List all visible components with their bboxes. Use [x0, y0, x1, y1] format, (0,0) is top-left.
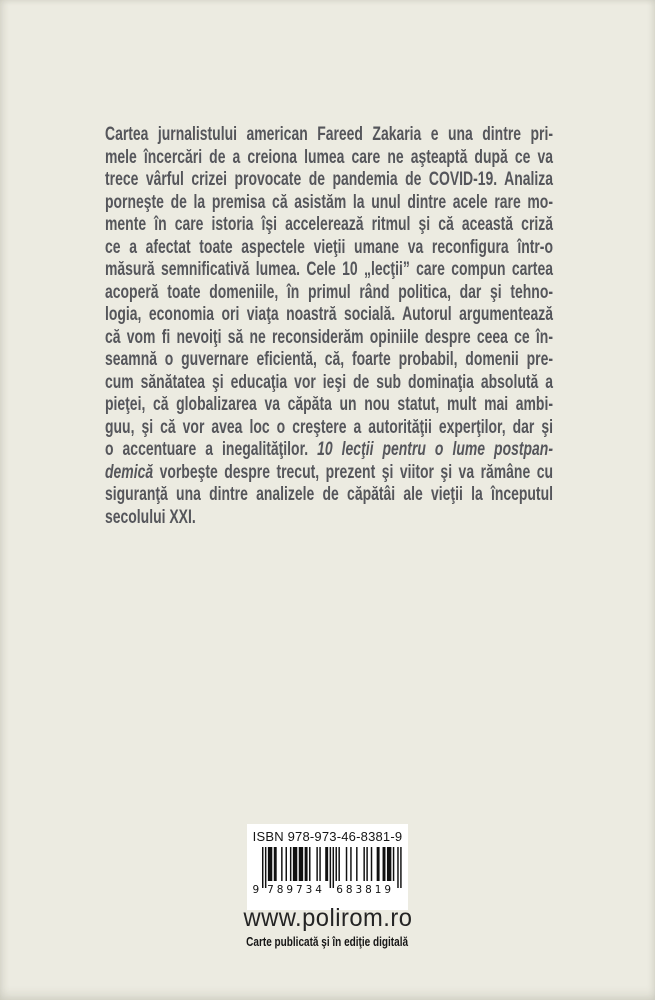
book-blurb — [105, 124, 553, 529]
blurb-text-segment: o accentuare a inegalităţilor. — [105, 439, 318, 460]
publisher-website-text: www.polirom.ro — [243, 904, 412, 932]
blurb-line — [105, 349, 553, 372]
barcode-digits: 9 — [252, 884, 260, 896]
blurb-text-segment: acoperă toate domeniile, în primul rând politica, dar şi tehno- — [105, 281, 553, 303]
blurb-line — [105, 484, 553, 507]
barcode-image — [252, 847, 403, 897]
isbn-label: ISBN 978-973-46-8381-9 — [252, 829, 403, 844]
blurb-text-segment: porneşte de la premisa că asistăm la unul dintre acele rare mo- — [105, 191, 553, 213]
blurb-line — [105, 462, 553, 485]
edition-note — [0, 933, 655, 951]
barcode-digits: 789734 — [267, 884, 322, 896]
blurb-text-segment: mente în care istoria îşi accelerează ritmul şi că această criză — [105, 214, 553, 235]
blurb-line — [105, 327, 553, 350]
blurb-book-title: 10 lecţii pentru o lume postpan- — [317, 439, 553, 460]
edition-note-text: Carte publicată şi în ediţie digitală — [246, 934, 409, 949]
blurb-line — [105, 169, 553, 192]
blurb-line — [105, 237, 553, 260]
blurb-text-segment: siguranţă una dintre analizele de căpătâi ale vieţii la începutul — [105, 484, 553, 505]
barcode-digits: 683819 — [336, 884, 392, 896]
blurb-text-segment: seamnă o guvernare eficientă, că, foarte probabil, domenii pre- — [105, 349, 553, 370]
blurb-text-segment: vorbeşte despre trecut, prezent şi viitor şi va rămâne cu — [153, 461, 553, 483]
blurb-line — [105, 372, 553, 395]
blurb-text-segment: secolului XXI. — [105, 506, 196, 528]
blurb-line — [105, 394, 553, 417]
blurb-line — [105, 507, 553, 530]
blurb-text-segment: guu, şi că vor avea loc o creştere a autorităţii experţilor, dar şi — [105, 416, 553, 438]
blurb-text-segment: trece vârful crizei provocate de pandemia de COVID-19. Analiza — [105, 169, 553, 190]
blurb-line — [105, 304, 553, 327]
publisher-website — [0, 904, 655, 933]
blurb-book-title: demică — [105, 461, 154, 483]
blurb-line — [105, 439, 553, 462]
blurb-line — [105, 124, 553, 147]
blurb-text-segment: măsură semnificativă lumea. Cele 10 „lecţii” care compun cartea — [105, 259, 553, 280]
blurb-line — [105, 282, 553, 305]
blurb-text-segment: cum sănătatea şi educaţia vor ieşi de sub dominaţia absolută a — [105, 371, 553, 393]
blurb-line — [105, 147, 553, 170]
blurb-line — [105, 192, 553, 215]
blurb-line — [105, 214, 553, 237]
blurb-line — [105, 417, 553, 440]
barcode-box — [247, 824, 408, 910]
blurb-text-segment: logia, economia ori viaţa noastră socială. Autorul argumentează — [105, 304, 553, 325]
blurb-text-segment: Cartea jurnalistului american Fareed Zakaria e una dintre pri- — [105, 124, 553, 145]
blurb-text-segment: ce a afectat toate aspectele vieţii umane va reconfigura într-o — [105, 236, 553, 258]
blurb-text-segment: pieţei, că globalizarea va căpăta un nou statut, mult mai ambi- — [105, 394, 553, 415]
blurb-text-segment: mele încercări de a creiona lumea care ne aşteaptă după ce va — [105, 146, 553, 168]
blurb-line — [105, 259, 553, 282]
blurb-text-segment: că vom fi nevoiţi să ne reconsiderăm opiniile despre ceea ce în- — [105, 326, 553, 348]
